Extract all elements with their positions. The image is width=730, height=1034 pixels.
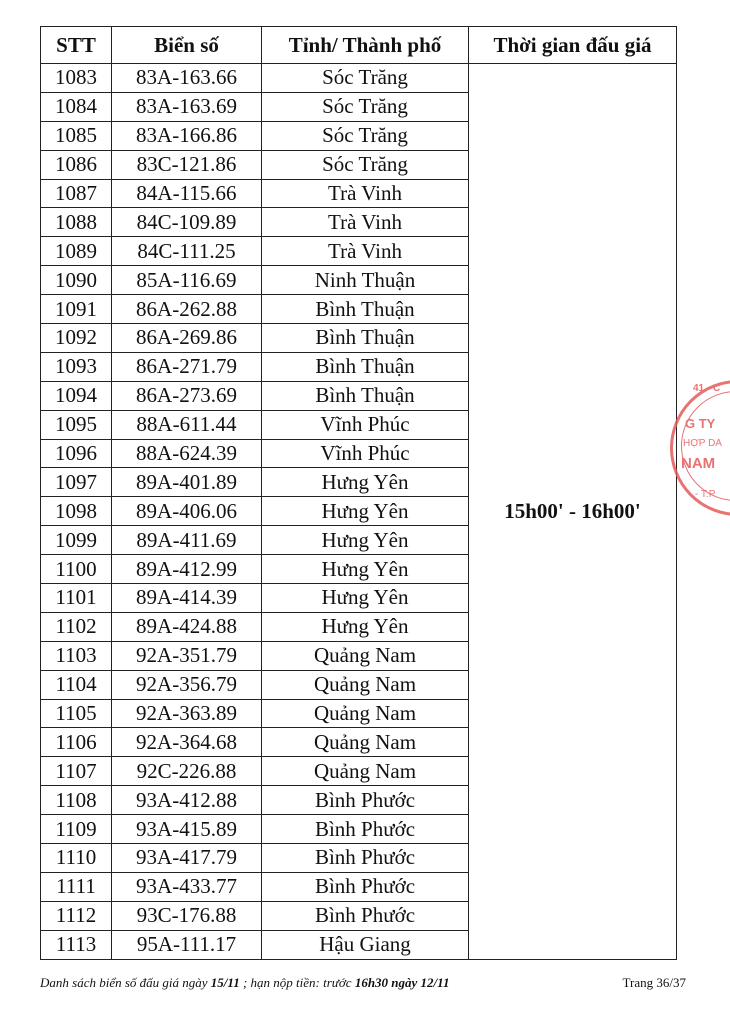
cell-plate: 86A-269.86 — [112, 324, 262, 353]
cell-stt: 1113 — [41, 930, 112, 959]
cell-province: Hưng Yên — [262, 468, 469, 497]
cell-province: Trà Vinh — [262, 237, 469, 266]
company-stamp — [670, 380, 730, 516]
cell-stt: 1098 — [41, 497, 112, 526]
cell-plate: 89A-401.89 — [112, 468, 262, 497]
cell-province: Bình Thuận — [262, 381, 469, 410]
cell-province: Hưng Yên — [262, 526, 469, 555]
cell-stt: 1084 — [41, 92, 112, 121]
cell-province: Quảng Nam — [262, 641, 469, 670]
cell-plate: 92C-226.88 — [112, 757, 262, 786]
cell-province: Ninh Thuận — [262, 266, 469, 295]
cell-province: Quảng Nam — [262, 670, 469, 699]
header-auction-time: Thời gian đấu giá — [469, 27, 677, 64]
cell-province: Hưng Yên — [262, 555, 469, 584]
cell-stt: 1112 — [41, 901, 112, 930]
cell-stt: 1092 — [41, 324, 112, 353]
cell-province: Bình Phước — [262, 786, 469, 815]
stamp-text: G TY — [685, 416, 716, 431]
table-row — [41, 64, 677, 93]
cell-plate: 88A-624.39 — [112, 439, 262, 468]
cell-stt: 1108 — [41, 786, 112, 815]
cell-province: Sóc Trăng — [262, 64, 469, 93]
cell-plate: 92A-364.68 — [112, 728, 262, 757]
cell-stt: 1091 — [41, 295, 112, 324]
cell-province: Bình Phước — [262, 872, 469, 901]
cell-province: Quảng Nam — [262, 757, 469, 786]
cell-plate: 83A-166.86 — [112, 121, 262, 150]
cell-stt: 1110 — [41, 844, 112, 873]
cell-stt: 1094 — [41, 381, 112, 410]
stamp-text: HỢP DA — [683, 438, 722, 449]
cell-stt: 1096 — [41, 439, 112, 468]
header-plate: Biển số — [112, 27, 262, 64]
header-province: Tỉnh/ Thành phố — [262, 27, 469, 64]
cell-plate: 89A-406.06 — [112, 497, 262, 526]
cell-plate: 84A-115.66 — [112, 179, 262, 208]
page-footer — [40, 975, 686, 991]
cell-province: Bình Phước — [262, 815, 469, 844]
cell-stt: 1093 — [41, 352, 112, 381]
cell-province: Hậu Giang — [262, 930, 469, 959]
cell-province: Vĩnh Phúc — [262, 439, 469, 468]
cell-plate: 86A-273.69 — [112, 381, 262, 410]
footer-deadline: 16h30 ngày 12/11 — [354, 975, 450, 990]
cell-plate: 84C-111.25 — [112, 237, 262, 266]
cell-province: Bình Phước — [262, 844, 469, 873]
cell-plate: 86A-262.88 — [112, 295, 262, 324]
cell-province: Vĩnh Phúc — [262, 410, 469, 439]
cell-plate: 93A-412.88 — [112, 786, 262, 815]
cell-stt: 1103 — [41, 641, 112, 670]
cell-plate: 95A-111.17 — [112, 930, 262, 959]
cell-province: Bình Thuận — [262, 352, 469, 381]
table-body — [41, 64, 677, 960]
cell-province: Trà Vinh — [262, 179, 469, 208]
cell-plate: 86A-271.79 — [112, 352, 262, 381]
cell-province: Hưng Yên — [262, 497, 469, 526]
cell-plate: 89A-412.99 — [112, 555, 262, 584]
cell-province: Sóc Trăng — [262, 92, 469, 121]
cell-province: Trà Vinh — [262, 208, 469, 237]
cell-plate: 93A-433.77 — [112, 872, 262, 901]
footer-middle: ; hạn nộp tiền: trước — [242, 975, 352, 990]
cell-stt: 1101 — [41, 584, 112, 613]
cell-province: Bình Phước — [262, 901, 469, 930]
cell-plate: 84C-109.89 — [112, 208, 262, 237]
cell-stt: 1104 — [41, 670, 112, 699]
cell-plate: 93C-176.88 — [112, 901, 262, 930]
cell-province: Hưng Yên — [262, 612, 469, 641]
cell-stt: 1102 — [41, 612, 112, 641]
footer-prefix: Danh sách biển số đấu giá ngày — [40, 975, 208, 990]
cell-province: Quảng Nam — [262, 728, 469, 757]
cell-stt: 1109 — [41, 815, 112, 844]
cell-plate: 92A-356.79 — [112, 670, 262, 699]
stamp-text: - T.P. — [695, 489, 717, 500]
cell-stt: 1095 — [41, 410, 112, 439]
cell-plate: 89A-411.69 — [112, 526, 262, 555]
cell-stt: 1105 — [41, 699, 112, 728]
cell-plate: 89A-414.39 — [112, 584, 262, 613]
cell-stt: 1085 — [41, 121, 112, 150]
cell-stt: 1099 — [41, 526, 112, 555]
cell-province: Quảng Nam — [262, 699, 469, 728]
cell-plate: 88A-611.44 — [112, 410, 262, 439]
cell-plate: 83C-121.86 — [112, 150, 262, 179]
cell-stt: 1097 — [41, 468, 112, 497]
cell-plate: 85A-116.69 — [112, 266, 262, 295]
page-number: Trang 36/37 — [622, 975, 686, 990]
cell-plate: 83A-163.69 — [112, 92, 262, 121]
cell-plate: 93A-417.79 — [112, 844, 262, 873]
cell-stt: 1083 — [41, 64, 112, 93]
cell-province: Bình Thuận — [262, 295, 469, 324]
cell-plate: 83A-163.66 — [112, 64, 262, 93]
cell-province: Hưng Yên — [262, 584, 469, 613]
cell-stt: 1100 — [41, 555, 112, 584]
footer-date: 15/11 — [210, 975, 240, 990]
cell-stt: 1089 — [41, 237, 112, 266]
cell-stt: 1090 — [41, 266, 112, 295]
cell-province: Sóc Trăng — [262, 150, 469, 179]
stamp-text: NAM — [681, 455, 716, 472]
plates-table — [40, 26, 677, 960]
cell-stt: 1086 — [41, 150, 112, 179]
cell-plate: 89A-424.88 — [112, 612, 262, 641]
cell-stt: 1107 — [41, 757, 112, 786]
cell-stt: 1106 — [41, 728, 112, 757]
cell-auction-time: 15h00' - 16h00' — [469, 64, 677, 960]
cell-province: Bình Thuận — [262, 324, 469, 353]
table-header-row — [41, 27, 677, 64]
cell-stt: 1111 — [41, 872, 112, 901]
cell-plate: 92A-363.89 — [112, 699, 262, 728]
cell-province: Sóc Trăng — [262, 121, 469, 150]
cell-plate: 93A-415.89 — [112, 815, 262, 844]
stamp-text: 41 - C — [693, 383, 721, 394]
cell-stt: 1087 — [41, 179, 112, 208]
header-stt: STT — [41, 27, 112, 64]
cell-plate: 92A-351.79 — [112, 641, 262, 670]
cell-stt: 1088 — [41, 208, 112, 237]
